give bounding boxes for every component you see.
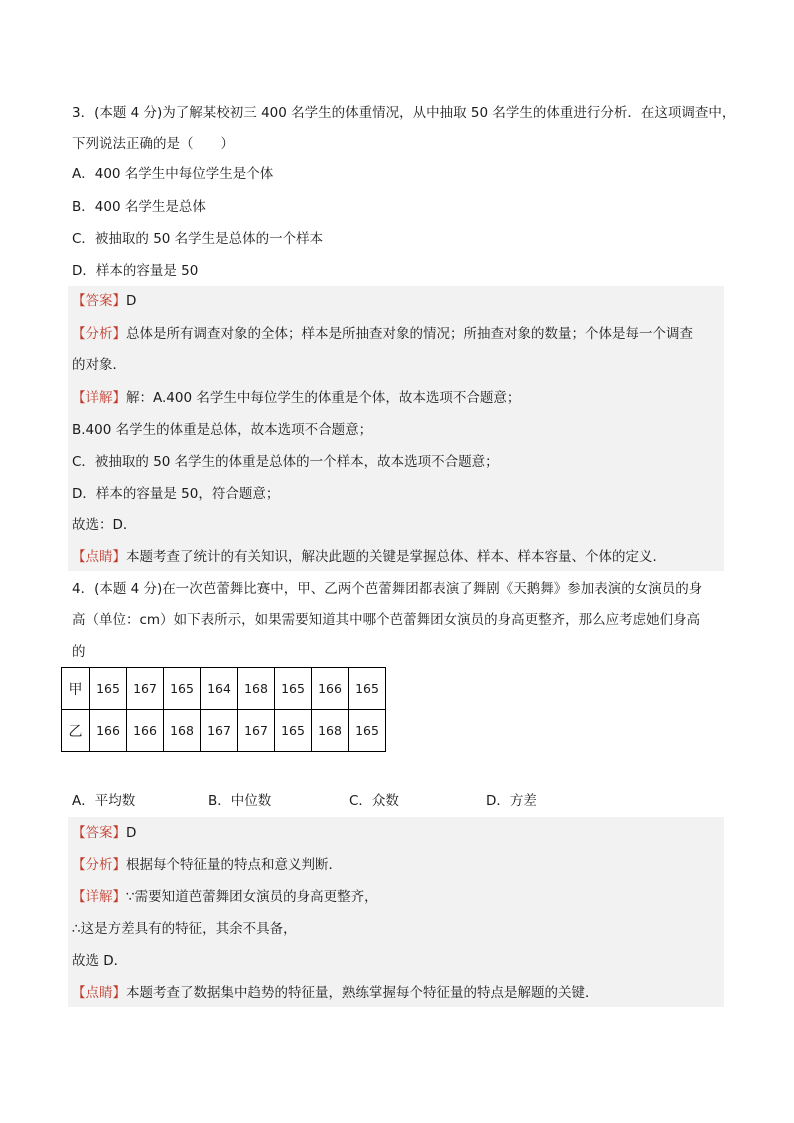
q4-stem-line-1: 4．(本题 4 分)在一次芭蕾舞比赛中，甲、乙两个芭蕾舞团都表演了舞剧《天鹅舞》参加表演的女演员的身 <box>72 581 703 597</box>
q4-comment-text: 本题考查了数据集中趋势的特征量，熟练掌握每个特征量的特点是解题的关键． <box>126 985 599 1001</box>
table-cell: 166 <box>127 710 164 752</box>
table-cell: 165 <box>90 668 127 710</box>
height-table <box>61 667 386 752</box>
q4-stem-line-3: 的 <box>72 644 86 660</box>
row-label-yi: 乙 <box>62 710 90 752</box>
q4-answer-value: D <box>126 825 137 841</box>
q3-analysis-tag: 【分析】 <box>72 326 126 342</box>
q4-detail-line-3: 故选 D． <box>72 953 128 969</box>
table-cell: 168 <box>312 710 349 752</box>
q3-detail <box>72 388 520 408</box>
table-cell: 168 <box>238 668 275 710</box>
q3-comment-tag: 【点睛】 <box>72 549 126 565</box>
table-row <box>62 710 386 752</box>
table-cell: 165 <box>275 710 312 752</box>
q3-option-b: B．400 名学生是总体 <box>72 199 206 215</box>
table-row <box>62 668 386 710</box>
row-label-jia: 甲 <box>62 668 90 710</box>
q4-option-c: C．众数 <box>349 793 399 809</box>
table-cell: 165 <box>275 668 312 710</box>
q4-option-a: A．平均数 <box>72 793 136 809</box>
q4-analysis-tag: 【分析】 <box>72 857 126 873</box>
q3-detail-line-1: 解：A.400 名学生中每位学生的体重是个体，故本选项不合题意； <box>126 390 521 406</box>
q4-comment <box>72 983 599 1003</box>
table-cell: 166 <box>90 710 127 752</box>
q3-analysis-text: 总体是所有调查对象的全体；样本是所抽查对象的情况；所抽查对象的数量；个体是每一个调查 <box>126 326 693 342</box>
q3-answer-tag: 【答案】 <box>72 293 126 309</box>
q3-detail-line-4: D．样本的容量是 50，符合题意； <box>72 486 280 502</box>
table-cell: 166 <box>312 668 349 710</box>
q4-analysis <box>72 855 342 875</box>
q3-analysis <box>72 324 693 344</box>
q3-option-d: D．样本的容量是 50 <box>72 263 199 279</box>
table-cell: 165 <box>349 710 386 752</box>
table-cell: 164 <box>201 668 238 710</box>
q3-stem-line-1: 3．(本题 4 分)为了解某校初三 400 名学生的体重情况，从中抽取 50 名学生的体重进行分析．在这项调查中， <box>72 105 736 121</box>
q3-detail-line-5: 故选：D． <box>72 517 137 533</box>
table-cell: 165 <box>164 668 201 710</box>
q4-option-d: D．方差 <box>486 793 537 809</box>
q3-analysis-line-2: 的对象． <box>72 357 126 373</box>
q4-analysis-text: 根据每个特征量的特点和意义判断． <box>126 857 342 873</box>
q3-detail-line-2: B.400 名学生的体重是总体，故本选项不合题意； <box>72 422 373 438</box>
q4-stem-line-2: 高（单位：cm）如下表所示，如果需要知道其中哪个芭蕾舞团女演员的身高更整齐，那么应考虑她们身高 <box>72 612 701 628</box>
table-cell: 165 <box>349 668 386 710</box>
table-cell: 168 <box>164 710 201 752</box>
q4-comment-tag: 【点睛】 <box>72 985 126 1001</box>
q4-detail-line-2: ∴这是方差具有的特征，其余不具备， <box>72 921 297 937</box>
q4-detail-tag: 【详解】 <box>72 889 126 905</box>
q4-option-b: B．中位数 <box>208 793 272 809</box>
q4-solution-panel <box>68 817 724 1007</box>
q3-detail-tag: 【详解】 <box>72 390 126 406</box>
q4-detail <box>72 887 378 907</box>
q4-detail-line-1: ∵需要知道芭蕾舞团女演员的身高更整齐， <box>126 889 378 905</box>
q3-option-c: C．被抽取的 50 名学生是总体的一个样本 <box>72 231 324 247</box>
q4-answer-tag: 【答案】 <box>72 825 126 841</box>
q3-option-a: A．400 名学生中每位学生是个体 <box>72 166 274 182</box>
q3-comment <box>72 547 666 567</box>
table-cell: 167 <box>238 710 275 752</box>
q3-detail-line-3: C．被抽取的 50 名学生的体重是总体的一个样本，故本选项不合题意； <box>72 454 499 470</box>
q3-answer-value: D <box>126 293 137 309</box>
q3-stem-line-2: 下列说法正确的是（ ） <box>72 136 234 152</box>
table-cell: 167 <box>201 710 238 752</box>
table-cell: 167 <box>127 668 164 710</box>
q4-answer <box>72 823 136 843</box>
q3-answer <box>72 291 136 311</box>
q3-comment-text: 本题考查了统计的有关知识，解决此题的关键是掌握总体、样本、样本容量、个体的定义． <box>126 549 666 565</box>
